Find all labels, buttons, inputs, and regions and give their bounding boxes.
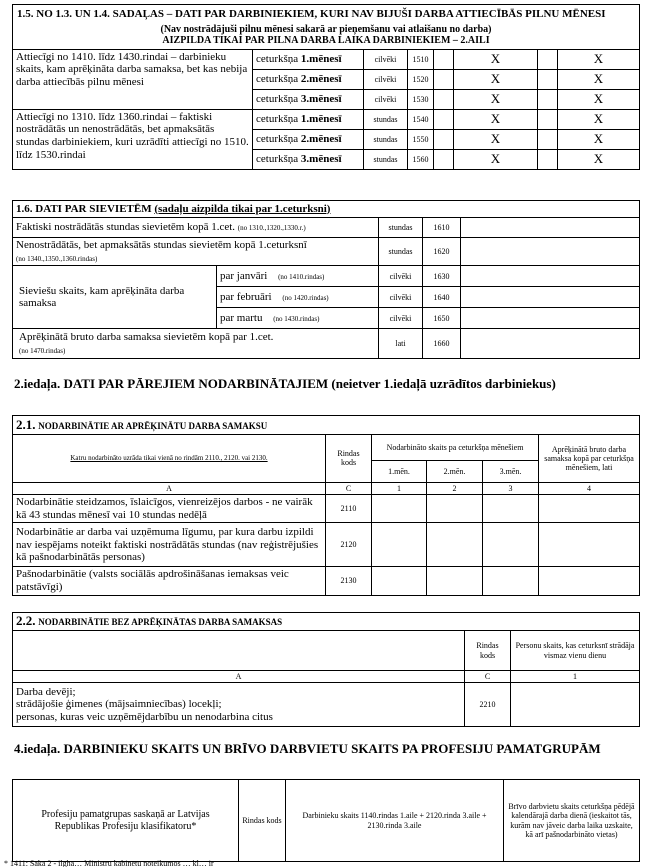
row-1510-mark-1: X — [454, 49, 538, 69]
row-1610-label: Faktiski nostrādātās stundas sievietēm kopā 1.cet. (no 1310.,1320.,1330.r.) — [13, 218, 379, 238]
row-1560-cell-b[interactable] — [538, 149, 558, 169]
row-2110-label: Nodarbinātie steidzamos, īslaicīgos, vienreizējos darbos - ne vairāk kā 43 stundas mēnesī vai 10 stundas nedēļā — [13, 495, 326, 523]
section-1-5-instruction: AIZPILDA TIKAI PAR PILNA DARBA LAIKA DARBINIEKIEM – 2.AILI — [162, 35, 490, 47]
col-row-code-4: Rindas kods — [239, 780, 286, 862]
row-2120-code: 2120 — [326, 523, 372, 567]
row-1620-code: 1620 — [423, 238, 461, 266]
row-1650-code: 1650 — [423, 308, 461, 329]
index-c: C — [326, 482, 372, 494]
section-2-2-blank-header — [13, 631, 465, 671]
section-1-6-title: 1.6. DATI PAR SIEVIETĒM — [16, 202, 152, 215]
section-2-1-number: 2.1. — [16, 417, 36, 432]
row-2130-code: 2130 — [326, 567, 372, 595]
row-1520-unit: cilvēki — [364, 69, 408, 89]
section-2-2-header-row — [13, 631, 640, 671]
index-2: 2 — [427, 482, 483, 494]
section-4-header-row — [13, 780, 640, 862]
group1-description: Attiecīgi no 1410. līdz 1430.rindai – darbinieku skaits, kam aprēķināta darba samaksa, bet kas nebija darba attiecībās pilnu mēnesi — [13, 49, 253, 109]
row-1510-code: 1510 — [408, 49, 434, 69]
row-1550-code: 1550 — [408, 129, 434, 149]
row-1550-cell-b[interactable] — [538, 129, 558, 149]
section-2-2-number: 2.2. — [16, 613, 36, 629]
row-1520-mark-2: X — [558, 69, 640, 89]
row-1610 — [13, 218, 640, 238]
row-1520-label: ceturkšņa 2.mēnesī — [253, 69, 364, 89]
col-row-code: Rindas kods — [326, 434, 372, 482]
row-2130-label: Pašnodarbinātie (valsts sociālās apdrošināšanas iemaksas veic patstāvīgi) — [13, 567, 326, 595]
row-2120-label: Nodarbinātie ar darba vai uzņēmuma līgumu, par kura darbu izpildi nav iespējams noteikt faktiski nostrādātās stundas (nav reģistrējušies kā pašnodarbinātās personas) — [13, 523, 326, 567]
row-1560-label: ceturkšņa 3.mēnesī — [253, 149, 364, 169]
row-1530-code: 1530 — [408, 89, 434, 109]
s22-index-a: A — [13, 671, 465, 683]
col-profession-group: Profesiju pamatgrupas saskaņā ar Latvijas Republikas Profesiju klasifikatoru* — [13, 780, 239, 862]
row-1510-cell-a[interactable] — [434, 49, 454, 69]
row-2130-pay[interactable] — [539, 567, 640, 595]
row-2120-m1[interactable] — [372, 523, 427, 567]
col-month-1: 1.mēn. — [372, 460, 427, 482]
row-1550-unit: stundas — [364, 129, 408, 149]
row-1540 — [13, 109, 640, 129]
section-4-table — [12, 779, 640, 862]
section-1-5-title-row — [13, 5, 640, 50]
row-2110-m1[interactable] — [372, 495, 427, 523]
section-2-1-title-row — [13, 416, 640, 435]
row-1530-unit: cilvēki — [364, 89, 408, 109]
row-1550-label: ceturkšņa 2.mēnesī — [253, 129, 364, 149]
index-a: A — [13, 482, 326, 494]
row-1530-cell-a[interactable] — [434, 89, 454, 109]
section-2-1-table — [12, 415, 640, 596]
section-1-6-note: (sadaļu aizpilda tikai par 1.ceturksni) — [154, 202, 331, 215]
group2-description: Attiecīgi no 1310. līdz 1360.rindai – faktiski nostrādātās un nenostrādātās, bet apmaksātās stundas darbiniekiem, kuri uzrādīti attiecīgi no 1510. līdz 1530.rindai — [13, 109, 253, 169]
row-1560-code: 1560 — [408, 149, 434, 169]
row-1560-mark-1: X — [454, 149, 538, 169]
part2-heading: 2.iedaļa. DATI PAR PĀREJIEM NODARBINĀTAJIEM (neietver 1.iedaļā uzrādītos darbiniekus) — [14, 376, 556, 391]
row-1660-label: Aprēķinātā bruto darba samaksa sievietēm kopā par 1.cet. (no 1470.rindas) — [13, 329, 379, 359]
row-1530-cell-b[interactable] — [538, 89, 558, 109]
row-2120-m2[interactable] — [427, 523, 483, 567]
row-1640-value[interactable] — [461, 287, 640, 308]
row-1540-mark-1: X — [454, 109, 538, 129]
section-2-2-table — [12, 612, 640, 727]
row-1620-value[interactable] — [461, 238, 640, 266]
section-2-2-title-row — [13, 613, 640, 631]
row-1560-cell-a[interactable] — [434, 149, 454, 169]
row-1620 — [13, 238, 640, 266]
row-1510-label: ceturkšņa 1.mēnesī — [253, 49, 364, 69]
section-1-5-1-6-table — [12, 4, 640, 170]
row-1560-mark-2: X — [558, 149, 640, 169]
row-1540-cell-b[interactable] — [538, 109, 558, 129]
women-count-description: Sieviešu skaits, kam aprēķināta darba samaksa — [13, 266, 217, 329]
row-1540-label: ceturkšņa 1.mēnesī — [253, 109, 364, 129]
row-1660-value[interactable] — [461, 329, 640, 359]
section-1-5-title: 1.5. NO 1.3. UN 1.4. SADAĻAS – DATI PAR DARBINIEKIEM, KURI NAV BIJUŠI DARBA ATTIECĪBĀS PILNU MĒNESI — [17, 8, 606, 20]
row-2130-m3[interactable] — [483, 567, 539, 595]
row-1640-label: par februāri (no 1420.rindas) — [217, 287, 379, 308]
row-1620-label: Nenostrādātās, bet apmaksātās stundas sievietēm kopā 1.ceturksnī (no 1340.,1350.,1360.rindas) — [13, 238, 379, 266]
row-1540-unit: stundas — [364, 109, 408, 129]
s22-col-row-code: Rindas kods — [465, 631, 511, 671]
col-employee-count: Darbinieku skaits 1140.rindas 1.aile + 2120.rinda 3.aile + 2130.rinda 3.aile — [286, 780, 504, 862]
row-1630-value[interactable] — [461, 266, 640, 287]
row-2210-value[interactable] — [511, 683, 640, 727]
row-1520-cell-a[interactable] — [434, 69, 454, 89]
row-1620-unit: stundas — [379, 238, 423, 266]
row-2110-code: 2110 — [326, 495, 372, 523]
row-1610-code: 1610 — [423, 218, 461, 238]
row-2130 — [13, 567, 640, 595]
row-1610-unit: stundas — [379, 218, 423, 238]
row-1560-unit: stundas — [364, 149, 408, 169]
row-2120-pay[interactable] — [539, 523, 640, 567]
row-1610-value[interactable] — [461, 218, 640, 238]
part4-heading: 4.iedaļa. DARBINIEKU SKAITS UN BRĪVO DARBVIETU SKAITS PA PROFESIJU PAMATGRUPĀM — [14, 741, 601, 756]
row-1630-unit: cilvēki — [379, 266, 423, 287]
row-1510-unit: cilvēki — [364, 49, 408, 69]
row-1640-unit: cilvēki — [379, 287, 423, 308]
row-2130-m1[interactable] — [372, 567, 427, 595]
row-1550-cell-a[interactable] — [434, 129, 454, 149]
section-2-1-index-row — [13, 482, 640, 494]
row-2210-code: 2210 — [465, 683, 511, 727]
row-1550-mark-1: X — [454, 129, 538, 149]
index-3: 3 — [483, 482, 539, 494]
row-1540-code: 1540 — [408, 109, 434, 129]
row-2110-m3[interactable] — [483, 495, 539, 523]
section-1-5-subtitle: (Nav nostrādājuši pilnu mēnesi sakarā ar pieņemšanu vai atlaišanu no darba) — [160, 23, 492, 35]
section-1-6-table — [12, 200, 640, 359]
row-2110 — [13, 495, 640, 523]
row-1530-label: ceturkšņa 3.mēnesī — [253, 89, 364, 109]
section-2-1-instruction: Katru nodarbināto uzrāda tikai vienā no rindām 2110., 2120. vai 2130. — [13, 434, 326, 482]
col-employee-counts: Nodarbināto skaits pa ceturkšņa mēnešiem — [372, 434, 539, 460]
row-1520-code: 1520 — [408, 69, 434, 89]
section-2-2-index-row — [13, 671, 640, 683]
row-1510-mark-2: X — [558, 49, 640, 69]
row-2210-label: Darba devēji; strādājošie ģimenes (mājsaimniecības) locekļi; personas, kuras veic uzņēmējdarbību un nenodarbina citus — [13, 683, 465, 727]
col-month-3: 3.mēn. — [483, 460, 539, 482]
row-1520-cell-b[interactable] — [538, 69, 558, 89]
row-1540-cell-a[interactable] — [434, 109, 454, 129]
col-month-2: 2.mēn. — [427, 460, 483, 482]
section-2-1-title: NODARBINĀTIE AR APRĒĶINĀTU DARBA SAMAKSU — [38, 421, 268, 431]
row-1550-mark-2: X — [558, 129, 640, 149]
row-1660 — [13, 329, 640, 359]
row-1530-mark-2: X — [558, 89, 640, 109]
row-1650-unit: cilvēki — [379, 308, 423, 329]
row-1660-unit: lati — [379, 329, 423, 359]
row-1660-code: 1660 — [423, 329, 461, 359]
row-1510-cell-b[interactable] — [538, 49, 558, 69]
col-gross-pay: Aprēķinātā bruto darba samaksa kopā par ceturkšņa mēnešiem, lati — [539, 434, 640, 482]
row-1530-mark-1: X — [454, 89, 538, 109]
section-2-2-title: NODARBINĀTIE BEZ APRĒĶINĀTAS DARBA SAMAKSAS — [38, 617, 283, 628]
s22-index-1: 1 — [511, 671, 640, 683]
row-2130-m2[interactable] — [427, 567, 483, 595]
section-2-1-header-row — [13, 434, 640, 460]
row-1510 — [13, 49, 640, 69]
row-2210 — [13, 683, 640, 727]
footnote: * 1411: Saka 2 - ilgha… Ministru kabinetu noteikumos … kl… ir — [4, 860, 214, 867]
row-1520-mark-1: X — [454, 69, 538, 89]
row-2120-m3[interactable] — [483, 523, 539, 567]
section-1-6-title-row — [13, 201, 640, 218]
row-1650-value[interactable] — [461, 308, 640, 329]
row-1540-mark-2: X — [558, 109, 640, 129]
row-2110-pay[interactable] — [539, 495, 640, 523]
row-1640-code: 1640 — [423, 287, 461, 308]
s22-col-persons: Personu skaits, kas ceturksnī strādāja vismaz vienu dienu — [511, 631, 640, 671]
s22-index-c: C — [465, 671, 511, 683]
row-2120 — [13, 523, 640, 567]
row-1650-label: par martu (no 1430.rindas) — [217, 308, 379, 329]
col-vacancies: Brīvo darbvietu skaits ceturkšņa pēdējā kalendārajā darba dienā (ieskaitot tās, kurām nav jāveic darba laika uzskaite, kā arī pašnodarbināto vietas) — [504, 780, 640, 862]
row-1630 — [13, 266, 640, 287]
index-4: 4 — [539, 482, 640, 494]
row-2110-m2[interactable] — [427, 495, 483, 523]
row-1630-code: 1630 — [423, 266, 461, 287]
row-1630-label: par janvāri (no 1410.rindas) — [217, 266, 379, 287]
index-1: 1 — [372, 482, 427, 494]
